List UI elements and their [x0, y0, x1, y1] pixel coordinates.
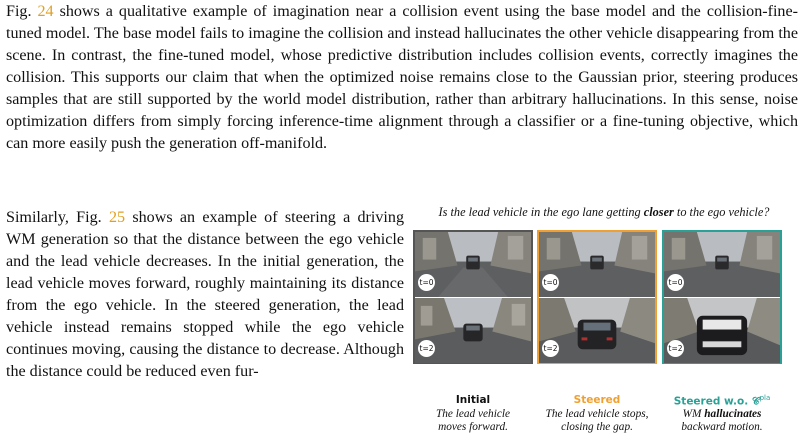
time-label: t=2: [418, 340, 435, 357]
time-label: t=0: [418, 274, 435, 291]
frame-t2: [664, 297, 780, 363]
text-fragment: shows a qualitative example of imagination near a collision event using the base model and the collision-fine-tuned model. The base model fails to imagine the collision and instead hallucinates the other vehicle disappearing from the scene. In contrast, the fine-tuned model, whose predictive distribution includes collision events, correctly imagines the collision. This supports our claim that when the optimized noise remains close to the Gaussian prior, steering produces samples that are still supported by the world model distribution, rather than arbitrary hallucinations. In this sense, noise optimization differs from simply forcing inference-time alignment through a classifier or a fine-tuning objective, which can more easily push the generation off-manifold.: [6, 3, 798, 152]
panel-steered-without-cpla: [662, 230, 782, 364]
panel-title-initial: Initial: [455, 394, 491, 406]
panel-caption-initial: [411, 408, 535, 433]
panel-title-steered: Steered: [573, 394, 621, 406]
figure-question: [408, 205, 800, 220]
figure-ref-link[interactable]: 24: [37, 3, 54, 20]
frame-t0: [539, 232, 655, 297]
panel-caption-steered: [535, 408, 659, 433]
panel-steered: [537, 230, 657, 364]
time-label: t=2: [542, 340, 559, 357]
frame-t0: [664, 232, 780, 297]
body-paragraph-2: [6, 207, 404, 383]
figure-ref-link[interactable]: 25: [108, 209, 126, 226]
caption-line: The lead vehicle: [435, 408, 511, 420]
frame-t2: [539, 297, 655, 363]
text-fragment: shows an example of steering a driving WM generation so that the distance between the ego vehicle and the lead vehicle decreases. In the initial generation, the lead vehicle moves forward, roughly maintaining its distance from the ego vehicle. In the steered generation, the lead vehicle instead remains stopped while the ego vehicle continues moving, causing the distance to decrease. Although the distance could be reduced even fur-: [6, 209, 404, 380]
caption-bold: hallucinates: [704, 408, 762, 420]
time-label: t=0: [667, 274, 684, 291]
caption-line: moves forward.: [438, 420, 508, 433]
frame-t0: [415, 232, 531, 297]
caption-line: The lead vehicle stops,: [545, 408, 649, 420]
text-fragment: Similarly, Fig.: [6, 209, 109, 226]
text-fragment: closer: [643, 205, 674, 219]
panel-title-steered-wo-cpla: [660, 394, 784, 409]
caption-line: backward motion.: [681, 420, 763, 433]
text-fragment: Steered w.o. 𝒞: [673, 395, 760, 408]
text-fragment: to the ego vehicle?: [673, 205, 770, 219]
text-fragment: Fig.: [6, 3, 38, 20]
time-label: t=2: [667, 340, 684, 357]
body-paragraph-1: [6, 1, 798, 155]
panel-caption-steered-wo-cpla: [660, 408, 784, 433]
time-label: t=0: [542, 274, 559, 291]
caption-line: WM: [682, 408, 705, 420]
panel-initial: [413, 230, 533, 364]
superscript: pla: [759, 394, 771, 402]
text-fragment: Is the lead vehicle in the ego lane getting: [438, 205, 644, 219]
caption-line: closing the gap.: [561, 420, 633, 433]
frame-t2: [415, 297, 531, 363]
figure-25: [408, 205, 800, 442]
